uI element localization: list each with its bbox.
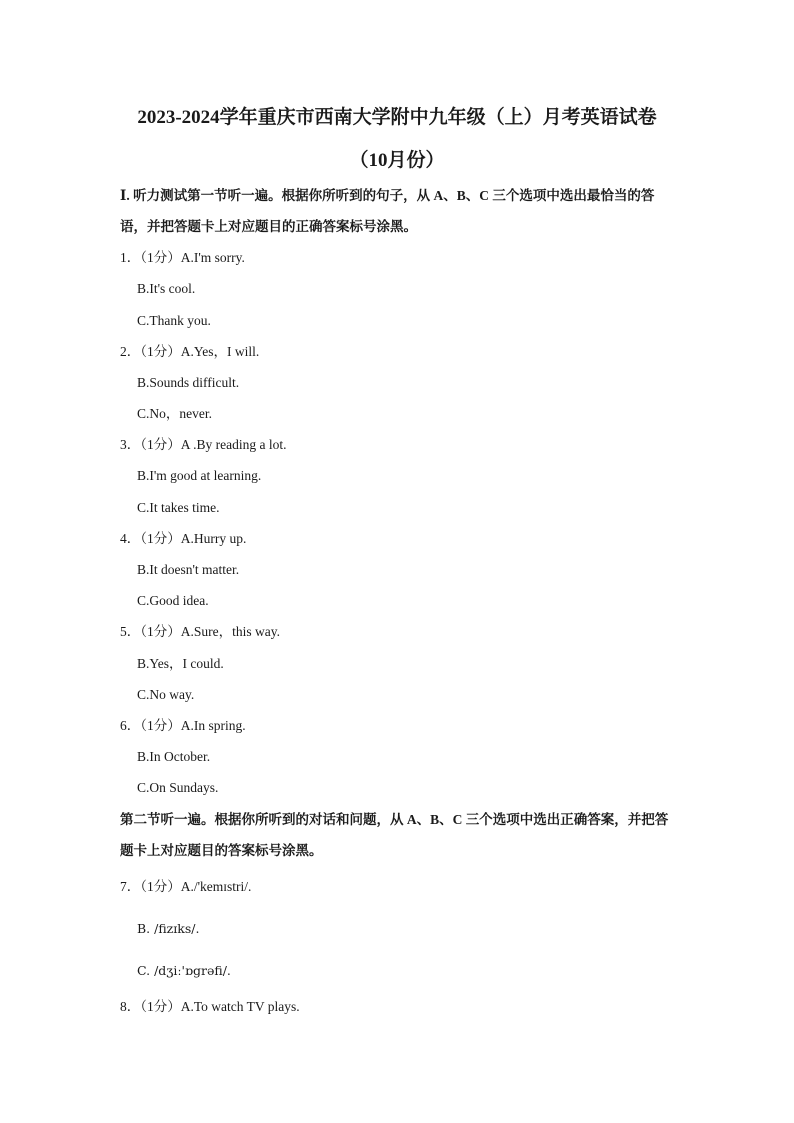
question-4-stem: 4．（1分）A.Hurry up. [120,531,247,546]
question-6-stem: 6．（1分）A.In spring. [120,718,246,733]
question-1-option-c: C.Thank you. [137,313,211,328]
question-5-option-c: C.No way. [137,687,195,702]
question-8-stem: 8．（1分）A.To watch TV plays. [120,999,300,1014]
section1-instruction: Ⅰ. 听力测试第一节听一遍。根据你所听到的句子，从 A、B、C 三个选项中选出最恰当的答语，并把答题卡上对应题目的正确答案标号涂黑。 [120,188,655,234]
question-6-option-b: B.In October. [137,749,211,764]
question-5-stem: 5．（1分）A.Sure，this way. [120,624,280,639]
question-4-option-c: C.Good idea. [137,593,209,608]
question-3-option-b: B.I'm good at learning. [137,468,262,483]
exam-title: 2023-2024学年重庆市西南大学附中九年级（上）月考英语试卷 [137,107,657,128]
question-7-option-b: B. /fizɪks/. [137,921,200,936]
question-2-stem: 2．（1分）A.Yes，I will. [120,344,260,359]
question-4-option-b: B.It doesn't matter. [137,562,240,577]
question-1-stem: 1．（1分）A.I'm sorry. [120,250,245,265]
question-2-option-c: C.No，never. [137,406,212,421]
exam-subtitle: （10月份） [349,150,445,171]
question-3-option-c: C.It takes time. [137,500,220,515]
question-3-stem: 3．（1分）A .By reading a lot. [120,437,287,452]
question-2-option-b: B.Sounds difficult. [137,375,240,390]
question-7-stem: 7．（1分）A./'kemɪstri/. [120,879,252,894]
section2-instruction: 第二节听一遍。根据你所听到的对话和问题，从 A、B、C 三个选项中选出正确答案，并把答题卡上对应题目的答案标号涂黑。 [120,812,669,858]
question-6-option-c: C.On Sundays. [137,780,219,795]
question-1-option-b: B.It's cool. [137,281,196,296]
question-5-option-b: B.Yes，I could. [137,656,224,671]
question-7-option-c: C. /dʒiː'ɒgrəfi/. [137,963,231,978]
